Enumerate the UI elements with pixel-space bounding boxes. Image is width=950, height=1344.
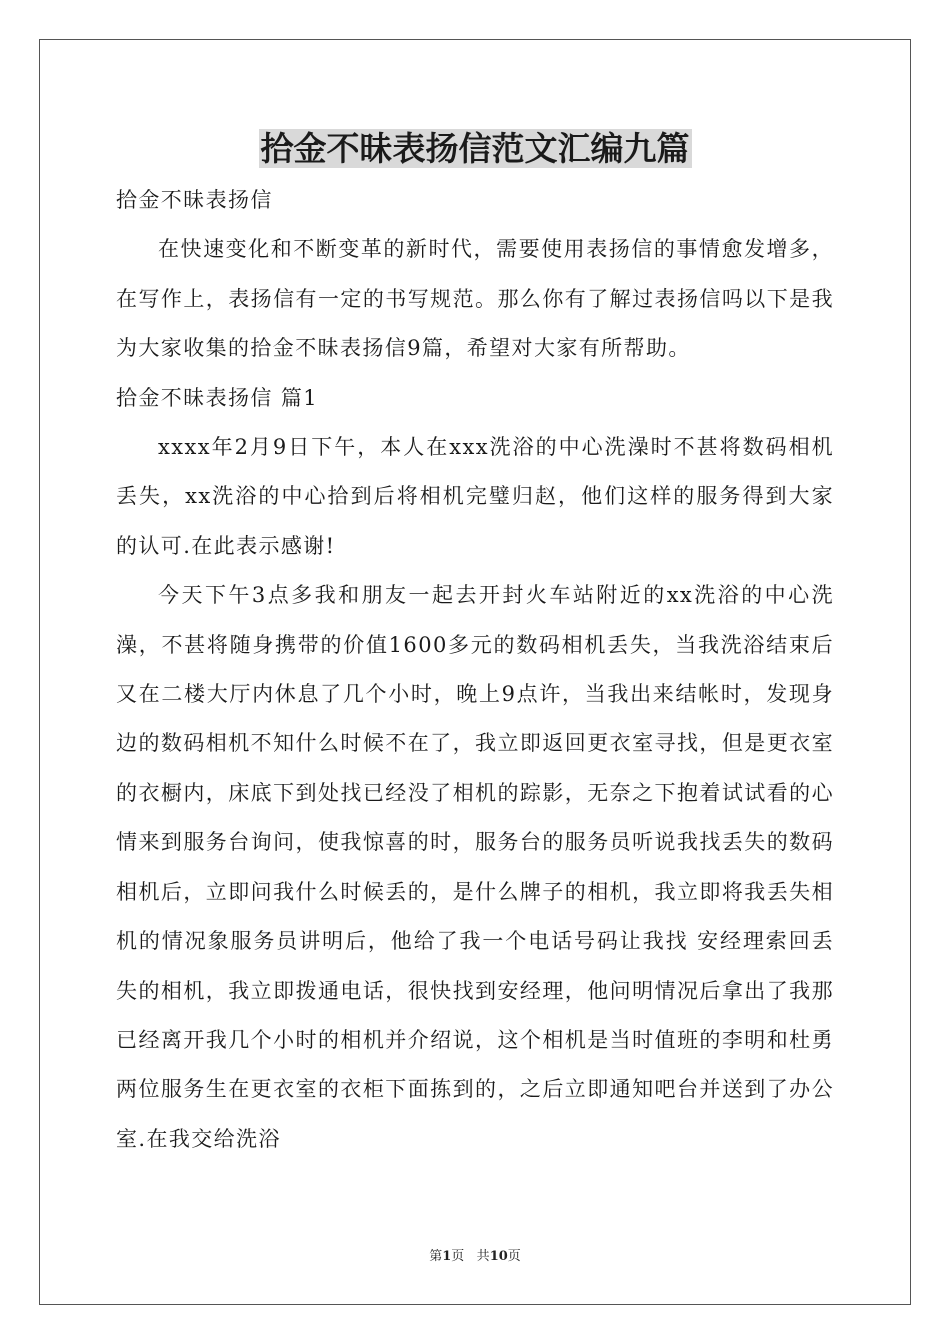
page-prefix: 第: [429, 1249, 443, 1264]
total-prefix: 共: [476, 1249, 490, 1264]
page-footer: [0, 1248, 950, 1266]
body-paragraph: xxxx年2月9日下午，本人在xxx洗浴的中心洗澡时不甚将数码相机丢失，xx洗浴的中心拾到后将相机完璧归赵，他们这样的服务得到大家的认可.在此表示感谢!: [116, 435, 834, 558]
page-suffix: 页: [451, 1249, 465, 1264]
document-title: [0, 126, 950, 172]
body-paragraph: 在快速变化和不断变革的新时代，需要使用表扬信的事情愈发增多，在写作上，表扬信有一定的书写规范。那么你有了解过表扬信吗以下是我为大家收集的拾金不昧表扬信9篇，希望对大家有所帮助。: [116, 237, 834, 361]
page-number: 1: [442, 1249, 452, 1264]
document-title-text: 拾金不昧表扬信范文汇编九篇: [260, 129, 690, 168]
total-pages: 10: [489, 1249, 508, 1264]
total-suffix: 页: [507, 1249, 521, 1264]
section-heading: 拾金不昧表扬信 篇1: [116, 385, 319, 410]
body-paragraph: 今天下午3点多我和朋友一起去开封火车站附近的xx洗浴的中心洗澡，不甚将随身携带的价值1600多元的数码相机丢失，当我洗浴结束后又在二楼大厅内休息了几个小时，晚上9点许，当我出来结帐时，发现身边的数码相机不知什么时候不在了，我立即返回更衣室寻找，但是更衣室的衣橱内，床底下到处找已经没了相机的踪影，无奈之下抱着试试看的心情来到服务台询问，使我惊喜的时，服务台的服务员听说我找丢失的数码相机后，立即问我什么时候丢的，是什么牌子的相机，我立即将我丢失相机的情况象服务员讲明后，他给了我一个电话号码让我找 安经理索回丢失的相机，我立即拨通电话，很快找到安经理，他问明情况后拿出了我那已经离开我几个小时的相机并介绍说，这个相机是当时值班的李明和杜勇两位服务生在更衣室的衣柜下面拣到的，之后立即通知吧台并送到了办公室.在我交给洗浴: [116, 583, 834, 1151]
section-heading: 拾金不昧表扬信: [116, 188, 273, 212]
document-body: [116, 176, 834, 1164]
